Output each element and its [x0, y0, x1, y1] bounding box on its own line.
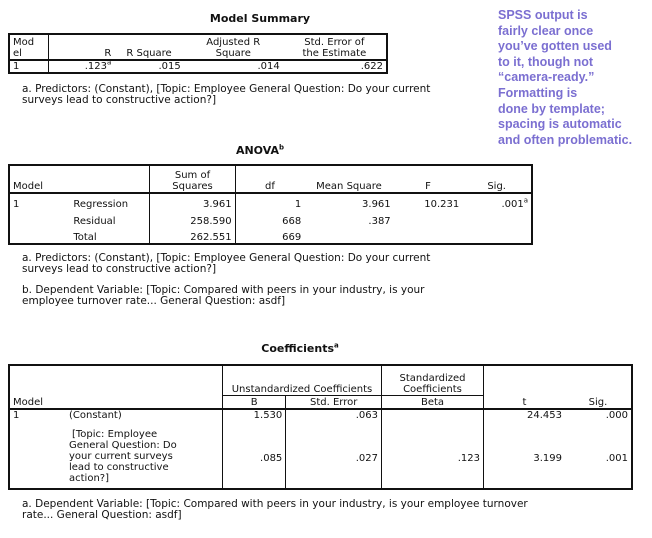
row-label: [Topic: Employee General Question: Do your current surveys lead to constructive action?]	[66, 429, 223, 489]
header-b: B	[223, 395, 286, 409]
header-r-square: R Square	[126, 48, 172, 59]
model-summary-table	[8, 33, 388, 74]
header-beta: Beta	[382, 395, 484, 409]
coefficients-footnote: a. Dependent Variable: [Topic: Compared with peers in your industry, is your employee turnover rate... General Question: asdf]	[22, 498, 528, 521]
table-row: Total 262.551 669	[9, 227, 532, 244]
header-mean-square: Mean Square	[316, 181, 382, 192]
coefficients-table	[8, 364, 633, 490]
anova-title: ANOVA$^b$	[235, 143, 285, 157]
header-sig: Sig.	[588, 397, 608, 408]
header-adjusted-r-square: Adjusted R Square	[206, 37, 261, 59]
adjusted-r-square-value: .014	[257, 61, 280, 72]
table-row: Residual 258.590 668 .387	[9, 210, 532, 227]
header-std-error: Std. Error of the Estimate	[302, 37, 367, 59]
anova-table	[8, 164, 533, 245]
header-df: df	[265, 181, 275, 192]
header-t: t	[484, 395, 566, 409]
std-error-value: .622	[360, 61, 383, 72]
header-f: F	[425, 181, 431, 192]
model-number: 1	[13, 199, 20, 210]
anova-footnote-b: b. Dependent Variable: [Topic: Compared with peers in your industry, is your employee turnover rate... General Question: asdf]	[22, 284, 425, 307]
row-label: Regression	[70, 193, 150, 210]
table-row	[9, 60, 387, 73]
header-standardized: Standardized Coefficients	[382, 365, 484, 395]
header-model: Mod el	[9, 34, 48, 60]
table-row: [Topic: Employee General Question: Do your current surveys lead to constructive action?] .085 .027 .123 3.199 .001	[9, 429, 632, 489]
row-label: Total	[70, 227, 150, 244]
header-r: R	[104, 48, 112, 59]
header-model: Model	[13, 397, 44, 408]
table-row: 1 (Constant) 1.530 .063 24.453 .000	[9, 409, 632, 429]
header-sum-of-squares: Sum of Squares	[150, 165, 235, 193]
model-summary-footnote: a. Predictors: (Constant), [Topic: Employee General Question: Do your current surveys lead to constructive action?]	[22, 83, 431, 106]
header-std-error: Std. Error	[309, 397, 358, 408]
row-label: Residual	[70, 210, 150, 227]
header-unstandardized: Unstandardized Coefficients	[223, 365, 382, 395]
header-sig: Sig.	[487, 181, 506, 192]
row-label: (Constant)	[66, 409, 223, 429]
model-summary-title: Model Summary	[209, 12, 311, 25]
r-value: .123$^a$	[84, 58, 112, 72]
model-number: 1	[9, 60, 48, 73]
r-square-value: .015	[158, 61, 181, 72]
header-model: Model	[13, 181, 44, 192]
model-number: 1	[13, 410, 20, 421]
anova-footnote-a: a. Predictors: (Constant), [Topic: Employee General Question: Do your current surveys lead to constructive action?]	[22, 252, 431, 275]
coefficients-title: Coefficients$^a$	[261, 341, 339, 355]
table-row: 1 Regression 3.961 1 3.961 10.231 .001$^a$	[9, 193, 532, 210]
annotation-note: SPSS output is fairly clear once you’ve gotten used to it, though not “camera-ready.” Formatting is done by template; spacing is automatic and often problematic.	[498, 8, 633, 147]
